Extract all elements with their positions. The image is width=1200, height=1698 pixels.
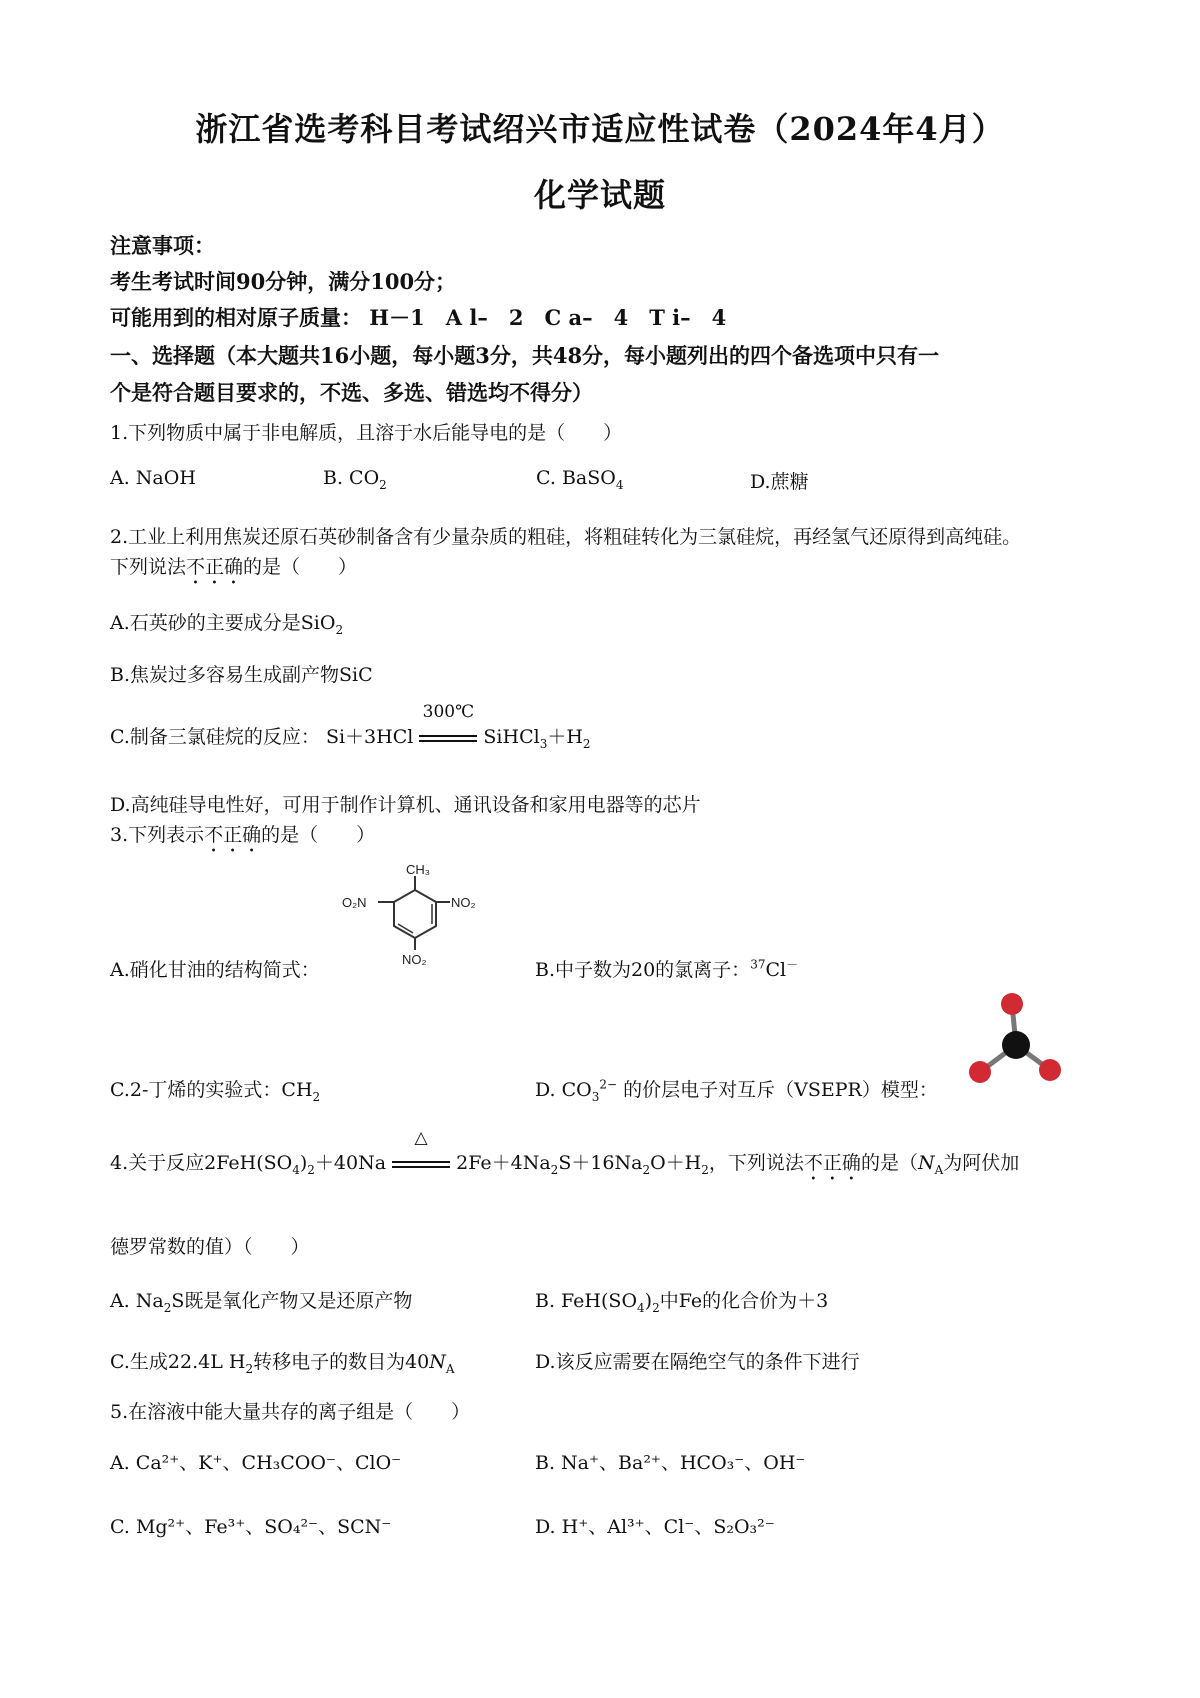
heating-condition-arrow: △	[392, 1152, 450, 1174]
q5-option-d: D. H⁺、Al³⁺、Cl⁻、S₂O₃²⁻	[535, 1516, 775, 1538]
q1-option-d: D.蔗糖	[750, 471, 809, 493]
notes-time: 考生考试时间90分钟，满分100分；	[110, 269, 457, 294]
q5-option-b: B. Na⁺、Ba²⁺、HCO₃⁻、OH⁻	[535, 1452, 806, 1474]
notes-atomic-mass: 可能用到的相对原子质量： H－1 A l– 2 C a– 4 T i– 4	[110, 305, 727, 330]
q1-option-b: B. $CO_2$	[323, 467, 387, 492]
q5-stem: 5.在溶液中能大量共存的离子组是（ ）	[110, 1401, 471, 1423]
q2-option-d: D.高纯硅导电性好，可用于制作计算机、通讯设备和家用电器等的芯片	[110, 794, 701, 816]
carbonate-vsepr-model-image	[958, 990, 1068, 1090]
q1-option-a: A. NaOH	[110, 467, 196, 489]
section1-heading-line2: 个是符合题目要求的，不选、多选、错选均不得分）	[110, 380, 593, 405]
q2-option-a: A.石英砂的主要成分是SiO$_2$	[110, 612, 344, 637]
q2-option-c: C.制备三氯硅烷的反应： Si＋3HCl 300℃ $SiHCl_3+H_2$	[110, 702, 591, 751]
q3-option-d: D. $CO_3^{2-}$ 的价层电子对互斥（VSEPR）模型：	[535, 1077, 938, 1104]
section1-heading-line1: 一、选择题（本大题共16小题，每小题3分，共48分，每小题列出的四个备选项中只有一	[110, 343, 940, 368]
mol-no2-left-label: O₂N	[342, 895, 367, 910]
q4-stem-line2: 德罗常数的值）（ ）	[110, 1236, 310, 1258]
q4-option-a: A. $Na_2S$既是氧化产物又是还原产物	[110, 1290, 413, 1315]
q1-stem: 1.下列物质中属于非电解质，且溶于水后能导电的是（ ）	[110, 422, 623, 444]
exam-subtitle: 化学试题	[533, 176, 666, 214]
q4-option-b: B. $FeH(SO_4)_2$中Fe的化合价为＋3	[535, 1290, 829, 1315]
q3-option-b: B.中子数为20的氯离子：$^{37}$Cl－	[535, 957, 799, 981]
q2-stem-line2: 下列说法不正确的是（ ）	[110, 556, 358, 578]
q4-option-c: C.生成22.4L $H_2$转移电子的数目为$40N_A$	[110, 1351, 455, 1376]
trinitrotoluene-structure-image	[340, 862, 490, 972]
notes-heading: 注意事项：	[110, 233, 215, 258]
q4-stem-line1: 4.关于反应$2FeH(SO_4)_2+40Na$ △ $2Fe+4Na_2S+16Na_2O+H_2$，下列说法不正确的是（$N_A$为阿伏加	[110, 1128, 1020, 1177]
q5-option-a: A. Ca²⁺、K⁺、CH₃COO⁻、ClO⁻	[110, 1452, 402, 1474]
q1-option-c: C. BaSO$_4$	[536, 467, 624, 492]
q3-option-a: A.硝化甘油的结构简式：	[110, 959, 320, 981]
q2-option-b: B.焦炭过多容易生成副产物SiC	[110, 664, 373, 686]
q5-option-c: C. Mg²⁺、Fe³⁺、SO₄²⁻、SCN⁻	[110, 1516, 392, 1538]
mol-ch3-label: CH₃	[406, 862, 431, 877]
mol-no2-right-label: NO₂	[451, 895, 476, 910]
q2-stem-line1: 2.工业上利用焦炭还原石英砂制备含有少量杂质的粗硅，将粗硅转化为三氯硅烷，再经氢气还原得到高纯硅。	[110, 526, 1022, 548]
q4-option-d: D.该反应需要在隔绝空气的条件下进行	[535, 1351, 860, 1373]
mol-no2-bottom-label: NO₂	[402, 952, 427, 967]
exam-title: 浙江省选考科目考试绍兴市适应性试卷（2024年4月）	[195, 110, 1005, 148]
q3-option-c: C.2-丁烯的实验式：$CH_2$	[110, 1079, 321, 1104]
reaction-condition-arrow: 300℃	[419, 726, 477, 748]
q3-stem: 3.下列表示不正确的是（ ）	[110, 824, 376, 846]
